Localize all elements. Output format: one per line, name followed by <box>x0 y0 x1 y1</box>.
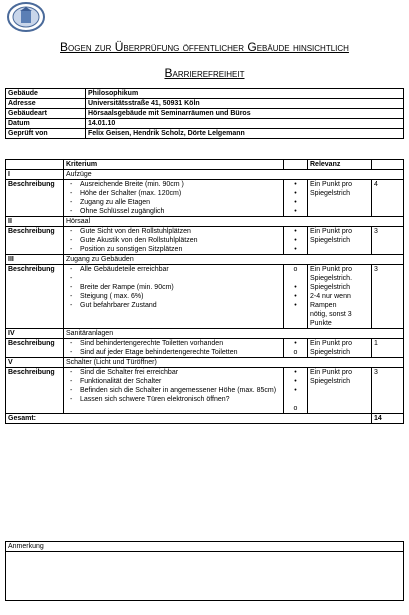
section-description-row <box>6 368 404 414</box>
row-label: Beschreibung <box>6 265 64 329</box>
criterion-item: - Sind die Schalter frei erreichbar <box>66 368 281 377</box>
section-name: Sanitäranlagen <box>64 329 404 339</box>
section-score: 1 <box>372 339 404 358</box>
criterion-item: - Sind behindertengerechte Toiletten vorhanden <box>66 339 281 348</box>
criterion-item: - Lassen sich schwere Türen elektronisch öffnen? <box>66 395 281 404</box>
section-name: Aufzüge <box>64 170 404 180</box>
document-title-line1: Bogen zur Überprüfung öffentlicher Gebäude hinsichtlich <box>60 40 349 54</box>
relevance-text: Spiegelstrich <box>310 378 351 385</box>
criterion-item: - Steigung ( max. 6%) <box>66 292 281 301</box>
info-row <box>6 119 404 129</box>
relevance-text: nötig, sonst 3 <box>310 311 352 318</box>
fulfilled-mark: • <box>294 293 297 300</box>
fulfilled-mark: o <box>293 266 298 273</box>
relevance-text: Ein Punkt pro <box>310 181 353 188</box>
fulfilled-mark: • <box>294 181 297 188</box>
row-label: Beschreibung <box>6 227 64 255</box>
section-description-row <box>6 180 404 217</box>
section-header-row <box>6 217 404 227</box>
criterion-item: - Funktionalität der Schalter <box>66 377 281 386</box>
section-header-row <box>6 329 404 339</box>
info-label: Gebäude <box>6 89 86 99</box>
fulfilled-mark: • <box>294 199 297 206</box>
fulfilled-mark: • <box>294 190 297 197</box>
info-value: Felix Geisen, Hendrik Scholz, Dörte Lelgemann <box>86 129 404 139</box>
row-label: Beschreibung <box>6 368 64 414</box>
section-description-row <box>6 265 404 329</box>
criterion-item: - Alle Gebäudeteile erreichbar <box>66 265 281 274</box>
criterion-item: - Gute Akustik von den Rollstuhlplätzen <box>66 236 281 245</box>
relevance-text: Ein Punkt pro <box>310 266 353 273</box>
relevance-text: Ein Punkt pro <box>310 228 353 235</box>
criterion-item: - Befinden sich die Schalter in angemessener Höhe (max. 85cm) <box>66 386 281 395</box>
header-row <box>6 160 404 170</box>
relevance-text: Punkte <box>310 320 332 327</box>
section-header-row <box>6 255 404 265</box>
document-title-line2: Barrierefreiheit <box>164 66 245 80</box>
relevance-text: Spiegelstrich. <box>310 275 353 282</box>
section-score: 3 <box>372 265 404 329</box>
fulfilled-mark: • <box>294 387 297 394</box>
section-description-row <box>6 339 404 358</box>
section-description-row <box>6 227 404 255</box>
row-label: Beschreibung <box>6 339 64 358</box>
fulfilled-mark: • <box>294 284 297 291</box>
info-value: 14.01.10 <box>86 119 404 129</box>
criterion-item: - Gute Sicht von den Rollstuhlplätzen <box>66 227 281 236</box>
info-value: Philosophikum <box>86 89 404 99</box>
criteria-table <box>5 159 404 424</box>
section-number: I <box>6 170 64 180</box>
relevance-text: Rampen <box>310 302 337 309</box>
info-label: Adresse <box>6 99 86 109</box>
criterion-item: - Zugang zu alle Etagen <box>66 198 281 207</box>
section-header-row <box>6 358 404 368</box>
row-label: Beschreibung <box>6 180 64 217</box>
info-label: Geprüft von <box>6 129 86 139</box>
relevance-text: Spiegelstrich <box>310 237 351 244</box>
info-value: Hörsaalsgebäude mit Seminarräumen und Büros <box>86 109 404 119</box>
section-number: II <box>6 217 64 227</box>
fulfilled-mark: o <box>293 405 298 412</box>
relevance-text: Ein Punkt pro <box>310 340 353 347</box>
info-label: Datum <box>6 119 86 129</box>
section-header-row <box>6 170 404 180</box>
info-label: Gebäudeart <box>6 109 86 119</box>
total-row <box>6 414 404 424</box>
info-row <box>6 109 404 119</box>
fulfilled-mark: • <box>294 369 297 376</box>
relevance-text: Spiegelstrich <box>310 349 351 356</box>
header-kriterium: Kriterium <box>64 160 284 170</box>
section-score: 3 <box>372 368 404 414</box>
fulfilled-mark: • <box>294 208 297 215</box>
university-seal-logo <box>6 2 46 32</box>
info-row <box>6 99 404 109</box>
fulfilled-mark: o <box>293 349 298 356</box>
total-label: Gesamt: <box>6 414 372 424</box>
section-score: 3 <box>372 227 404 255</box>
info-row <box>6 129 404 139</box>
building-info-table <box>5 88 404 139</box>
remarks-header: Anmerkung <box>6 542 403 552</box>
fulfilled-mark: • <box>294 340 297 347</box>
fulfilled-mark: • <box>294 237 297 244</box>
fulfilled-mark: • <box>294 302 297 309</box>
criterion-item: - Ausreichende Breite (min. 90cm ) <box>66 180 281 189</box>
relevance-text: Spiegelstrich <box>310 190 351 197</box>
section-name: Schalter (Licht und Türöffner) <box>64 358 404 368</box>
info-value: Universitätsstraße 41, 50931 Köln <box>86 99 404 109</box>
total-score: 14 <box>372 414 404 424</box>
section-score: 4 <box>372 180 404 217</box>
section-number: III <box>6 255 64 265</box>
remarks-box <box>5 541 404 601</box>
section-name: Zugang zu Gebäuden <box>64 255 404 265</box>
criterion-item: - Gut befahrbarer Zustand <box>66 301 281 310</box>
remarks-content[interactable] <box>6 552 403 600</box>
info-row <box>6 89 404 99</box>
criterion-item: - Ohne Schlüssel zugänglich <box>66 207 281 216</box>
relevance-text: 2-4 nur wenn <box>310 293 351 300</box>
section-number: IV <box>6 329 64 339</box>
section-number: V <box>6 358 64 368</box>
fulfilled-mark: • <box>294 228 297 235</box>
relevance-text: Spiegelstrich <box>310 284 351 291</box>
criterion-item: - Sind auf jeder Etage behindertengerechte Toiletten <box>66 348 281 357</box>
section-name: Hörsaal <box>64 217 404 227</box>
fulfilled-mark: • <box>294 246 297 253</box>
criterion-item: - Breite der Rampe (min. 90cm) <box>66 283 281 292</box>
fulfilled-mark: • <box>294 378 297 385</box>
header-relevanz: Relevanz <box>308 160 372 170</box>
criterion-item: - Höhe der Schalter (max. 120cm) <box>66 189 281 198</box>
criterion-item: - Position zu sonstigen Sitzplätzen <box>66 245 281 254</box>
relevance-text: Ein Punkt pro <box>310 369 353 376</box>
